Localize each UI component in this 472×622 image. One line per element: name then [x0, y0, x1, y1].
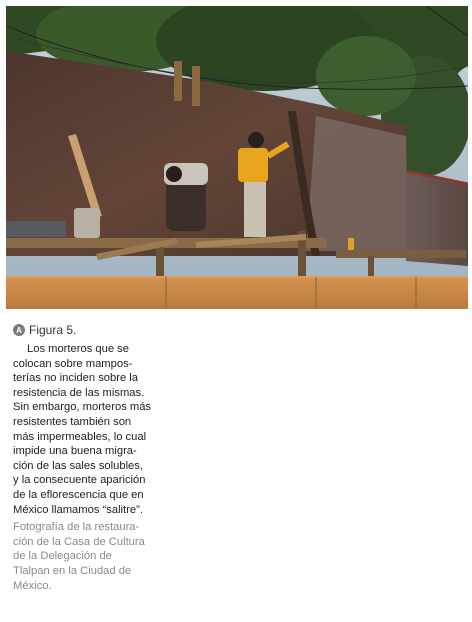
caption-line: impide una buena migra-	[13, 445, 137, 458]
credit-line: ción de la Casa de Cultura	[13, 535, 145, 548]
caption-body	[13, 342, 163, 517]
caption-line: y la consecuente aparición	[13, 474, 146, 487]
caption-line: Los morteros que se	[27, 343, 129, 355]
caption-line: terías no inciden sobre la	[13, 372, 139, 385]
figure-label: Figura 5.	[29, 323, 77, 337]
caption-line: ción de las sales solubles,	[13, 459, 143, 472]
caption-line: de la eflorescencia que en	[13, 488, 144, 501]
credit-line: de la Delegación de	[13, 550, 112, 563]
caption-line: México llamamos “salitre”.	[13, 503, 143, 516]
caption-line: Sin embargo, morteros más	[13, 401, 152, 414]
figure-label-line	[13, 322, 213, 338]
figure-caption	[13, 322, 213, 593]
caption-line: resistencia de las mismas.	[13, 386, 145, 399]
figure-badge-icon: A	[13, 324, 25, 336]
photo-credit	[13, 520, 163, 593]
credit-line: México.	[13, 579, 52, 592]
photo-illustration	[6, 6, 468, 309]
credit-line: Fotografía de la restaura-	[13, 521, 140, 534]
caption-line: más impermeables, lo cual	[13, 430, 147, 443]
construction-photo	[6, 6, 468, 309]
caption-line: resistentes también son	[13, 415, 132, 428]
caption-line: colocan sobre mampos-	[13, 357, 133, 370]
credit-line: Tlalpan en la Ciudad de	[13, 564, 132, 577]
